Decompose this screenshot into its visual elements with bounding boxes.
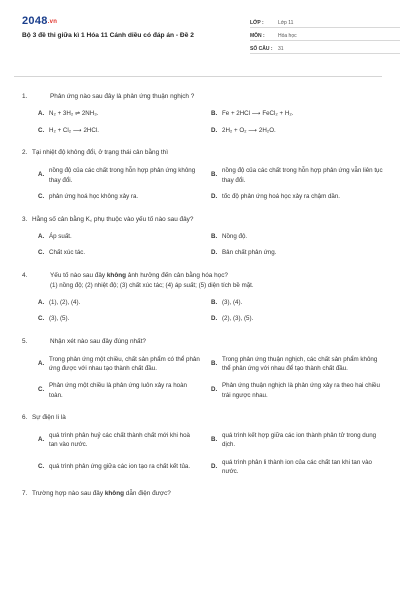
meta-value: 31 xyxy=(278,46,284,52)
question-number: 3. xyxy=(22,215,28,223)
answer-option-c[interactable]: C. (3), (5). xyxy=(38,315,70,323)
meta-value: Hóa học xyxy=(278,33,297,39)
answer-option-d[interactable]: D. Phản ứng thuận nghịch là phản ứng xảy ra theo hai chiều trái ngược nhau. xyxy=(211,382,380,399)
meta-class xyxy=(250,15,400,28)
question xyxy=(22,216,374,258)
answer-option-c[interactable]: C. H₂ + Cl₂ ⟶ 2HCl. xyxy=(38,126,99,134)
question-number: 4. xyxy=(22,271,28,279)
question-number: 5. xyxy=(22,337,28,345)
question xyxy=(22,414,377,476)
meta-subject xyxy=(250,28,400,41)
answer-option-a[interactable]: A. Trong phản ứng một chiều, chất sản phẩm có thể phản ứng được với nhau tạo thành chất đầu. xyxy=(38,355,200,373)
answer-option-d[interactable]: D. tốc độ phản ứng hoá học xảy ra chậm dần. xyxy=(211,192,341,200)
question-number: 2. xyxy=(22,149,28,157)
answer-option-a[interactable]: A. quá trình phân huỷ các chất thành chất mới khi hoà tan vào nước. xyxy=(38,431,190,449)
page-title: Bộ 3 đề thi giữa kì 1 Hóa 11 Cánh diều có đáp án - Đề 2 xyxy=(22,32,194,39)
answer-option-a[interactable]: A. nồng độ của các chất trong hỗn hợp phản ứng không thay đổi. xyxy=(38,167,196,184)
question-number: 1. xyxy=(22,93,28,100)
answer-option-c[interactable]: C. quá trình phản ứng giữa các ion tạo ra chất kết tủa. xyxy=(38,462,191,471)
answer-option-b[interactable]: B. (3), (4). xyxy=(211,298,243,306)
question xyxy=(22,337,380,400)
exam-meta xyxy=(250,15,400,54)
question xyxy=(22,272,374,324)
question-text: Tại nhiệt độ không đổi, ở trạng thái cân bằng thì xyxy=(32,149,169,157)
answer-option-b[interactable]: B. Fe + 2HCl ⟶ FeCl₂ + H₂. xyxy=(211,109,294,117)
answer-option-c[interactable]: C. Chất xúc tác. xyxy=(38,249,86,257)
answer-option-b[interactable]: B. nồng độ của các chất trong hỗn hợp phản ứng vẫn liên tục thay đổi. xyxy=(211,167,383,184)
meta-label: SỐ CÂU : xyxy=(250,46,273,52)
answer-option-d[interactable]: D. quá trình phân li thành ion của các chất tan khi tan vào nước. xyxy=(211,458,372,475)
question xyxy=(22,93,374,135)
meta-label: LỚP : xyxy=(250,20,264,26)
meta-label: MÔN : xyxy=(250,33,265,39)
answer-option-a[interactable]: A. Áp suất. xyxy=(38,232,72,240)
answer-option-b[interactable]: B. Trong phản ứng thuận nghịch, các chất sản phẩm không thể phản ứng với nhau để tạo thành chất đầu. xyxy=(211,355,378,373)
question-text: Nhận xét nào sau đây đúng nhất? xyxy=(50,337,146,345)
answer-option-c[interactable]: C. phản ứng hoá học không xảy ra. xyxy=(38,192,139,200)
document-header xyxy=(22,14,374,58)
question-text: Sự điện li là xyxy=(32,414,66,421)
header-divider xyxy=(14,76,382,77)
meta-question-count xyxy=(250,41,400,54)
question xyxy=(22,149,383,201)
question-text: Yếu tố nào sau đây không ảnh hưởng đến cân bằng hóa học? xyxy=(50,271,228,279)
answer-option-d[interactable]: D. 2H₂ + O₂ ⟶ 2H₂O. xyxy=(211,126,276,134)
answer-option-a[interactable]: A. (1), (2), (4). xyxy=(38,298,81,306)
question-text: Phản ứng nào sau đây là phản ứng thuận nghịch ? xyxy=(50,93,195,100)
question-text: Hằng số cân bằng K꜀ phụ thuộc vào yếu tố nào sau đây? xyxy=(32,215,194,223)
question xyxy=(22,490,374,499)
site-logo[interactable]: 2048.vn xyxy=(22,15,58,27)
answer-option-d[interactable]: D. (2), (3), (5). xyxy=(211,315,254,323)
meta-value: Lớp 11 xyxy=(278,20,294,26)
answer-option-d[interactable]: D. Bản chất phản ứng. xyxy=(211,249,277,257)
answer-option-b[interactable]: B. quá trình kết hợp giữa các ion thành phân tử trong dung dịch. xyxy=(211,431,377,449)
question-text: Trường hợp nào sau đây không dẫn điện được? xyxy=(32,490,171,498)
question-number: 7. xyxy=(22,490,28,498)
answer-option-c[interactable]: C. Phản ứng một chiều là phản ứng luôn xảy ra hoàn toàn. xyxy=(38,382,187,399)
question-subtext: (1) nồng độ; (2) nhiệt độ; (3) chất xúc tác; (4) áp suất; (5) diện tích bề mặt. xyxy=(50,281,254,289)
answer-option-a[interactable]: A. N₂ + 3H₂ ⇌ 2NH₃. xyxy=(38,109,99,117)
answer-option-b[interactable]: B. Nồng độ. xyxy=(211,232,248,240)
question-number: 6. xyxy=(22,414,28,421)
